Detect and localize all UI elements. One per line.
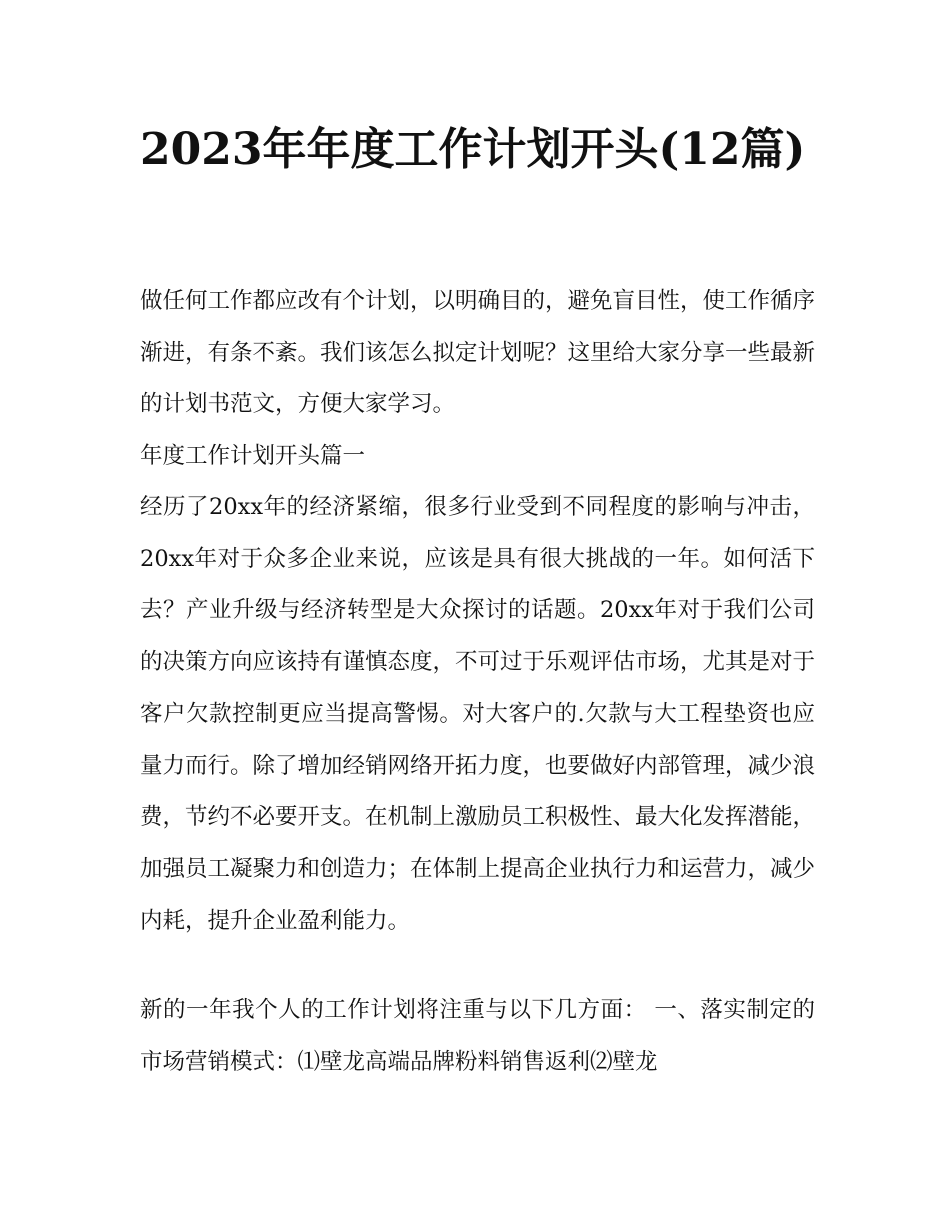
section-heading: 年度工作计划开头篇一 [140,443,366,469]
body-paragraph: 新的一年我个人的工作计划将注重与以下几方面： 一、落实制定的市场营销模式：⑴壁龙高端品牌粉料销售返利⑵壁龙 [140,997,815,1075]
body-paragraph: 经历了20xx年的经济紧缩，很多行业受到不同程度的影响与冲击，20xx年对于众多企业来说，应该是具有很大挑战的一年。如何活下去？产业升级与经济转型是大众探讨的话题。20xx年对于我们公司的决策方向应该持有谨慎态度，不可过于乐观评估市场，尤其是对于客户欠款控制更应当提高警惕。对大客户的.欠款与大工程垫资也应量力而行。除了增加经销网络开拓力度，也要做好内部管理，减少浪费，节约不必要开支。在机制上激励员工积极性、最大化发挥潜能，加强员工凝聚力和创造力；在体制上提高企业执行力和运营力，减少内耗，提升企业盈利能力。 [140,494,816,934]
document-title: 2023年年度工作计划开头(12篇) [140,124,806,175]
intro-paragraph: 做任何工作都应改有个计划，以明确目的，避免盲目性，使工作循序渐进，有条不紊。我们该怎么拟定计划呢？这里给大家分享一些最新的计划书范文，方便大家学习。 [140,288,816,418]
